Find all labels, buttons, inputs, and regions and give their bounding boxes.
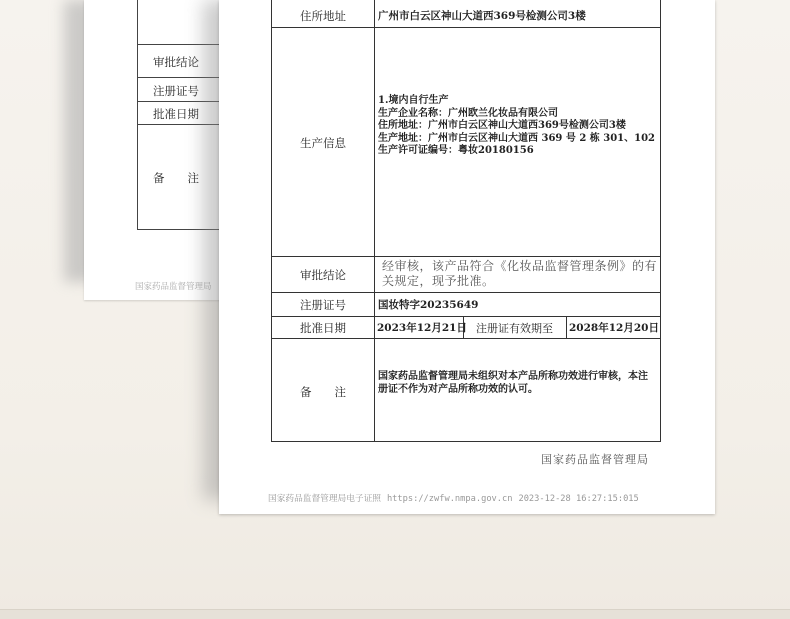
approval-date-value: 2023年12月21日	[377, 322, 467, 334]
back-label-conclusion: 审批结论	[153, 55, 199, 69]
row-divider	[272, 338, 661, 339]
back-page-footer: 国家药品监督管理局	[135, 282, 212, 292]
row-divider	[272, 292, 661, 293]
back-label-approval-date: 批准日期	[153, 107, 199, 121]
row-divider	[272, 27, 661, 28]
approval-date-label: 批准日期	[300, 321, 346, 335]
back-label-remarks: 备 注	[153, 171, 199, 185]
e-certificate-footer	[268, 492, 639, 504]
floor	[0, 610, 790, 619]
production-label: 生产信息	[300, 136, 346, 150]
e-certificate-url: https://zwfw.nmpa.gov.cn	[386, 494, 513, 504]
certificate-table	[271, 0, 661, 442]
row-divider	[272, 316, 661, 317]
remarks-text: 国家药品监督管理局未组织对本产品所称功效进行审核，本注册证不作为对产品所称功效的认可。	[378, 371, 648, 395]
column-divider	[566, 316, 567, 338]
remarks-label: 备 注	[300, 385, 346, 399]
conclusion-label: 审批结论	[300, 268, 346, 282]
validity-date-value: 2028年12月20日	[569, 322, 659, 334]
column-divider	[374, 0, 375, 441]
e-certificate-timestamp: 2023-12-28 16:27:15:015	[518, 494, 639, 504]
address-label: 住所地址	[300, 9, 346, 23]
validity-label: 注册证有效期至	[476, 322, 553, 335]
production-info: 1.境内自行生产 生产企业名称：广州欧兰化妆品有限公司 住所地址：广州市白云区神山大道西369号检测公司3楼 生产地址：广州市白云区神山大道西 369 号 2 栋 301、102 生产许可证编号：粤妆20180156	[378, 95, 655, 157]
registration-number: 国妆特字20235649	[378, 299, 479, 311]
registration-label: 注册证号	[300, 298, 346, 312]
issuing-authority: 国家药品监督管理局	[541, 453, 649, 466]
back-label-registration: 注册证号	[153, 84, 199, 98]
row-divider	[272, 256, 661, 257]
certificate-page	[219, 0, 715, 514]
conclusion-text: 经审核，该产品符合《化妆品监督管理条例》的有关规定，现予批准。	[382, 259, 658, 288]
address-value: 广州市白云区神山大道西369号检测公司3楼	[378, 10, 586, 22]
e-certificate-label: 国家药品监督管理局电子证照	[268, 494, 381, 504]
